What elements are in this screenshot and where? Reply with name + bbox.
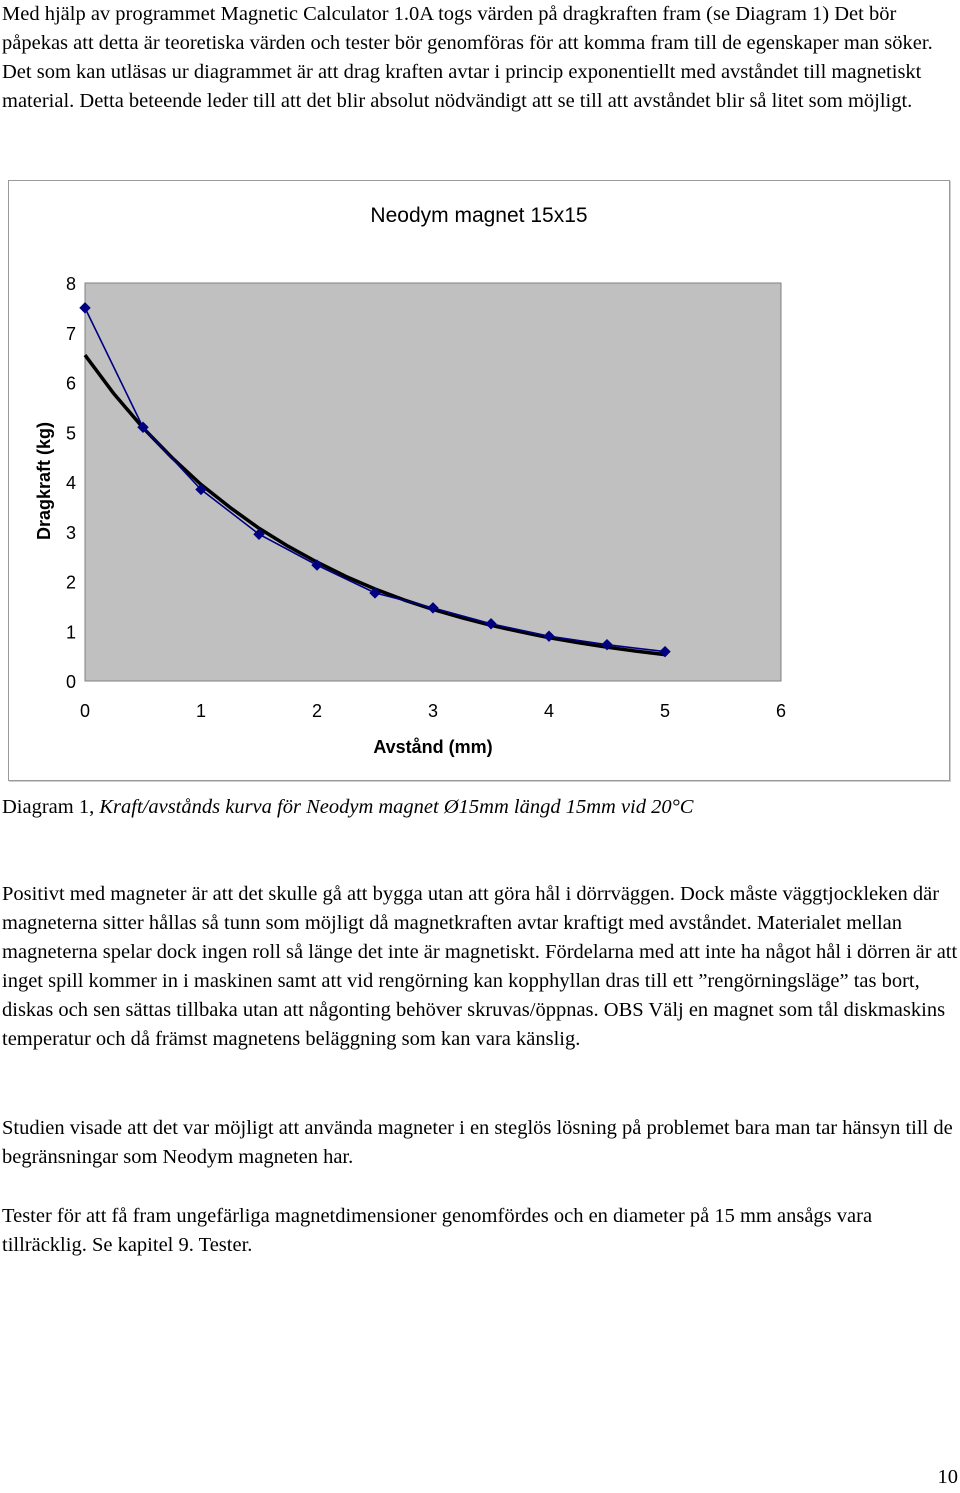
x-tick-label: 0 <box>79 701 91 721</box>
y-tick-label: 6 <box>65 373 77 394</box>
caption-label: Diagram 1, <box>2 796 100 818</box>
plot-area <box>85 283 781 681</box>
y-tick-label: 0 <box>65 672 77 692</box>
caption-text: Kraft/avstånds kurva för Neodym magnet Ø15mm längd 15mm vid 20°C <box>99 796 694 818</box>
y-tick-label: 3 <box>65 522 77 543</box>
y-tick-label: 1 <box>65 622 77 643</box>
x-tick-label: 2 <box>311 701 323 721</box>
x-axis-label: Avstånd (mm) <box>373 737 493 757</box>
intro-paragraph: Med hjälp av programmet Magnetic Calculator 1.0A togs värden på dragkraften fram (se Diagram 1) Det bör påpekas att detta är teoretiska värden och tester bör genomföras för att komma fram till de egenskaper man söker. Det som kan utläsas ur diagrammet är att drag kraften avtar i princip exponentiellt med avståndet till magnetiskt material. Detta beteende leder till att det blir absolut nödvändigt att se till att avståndet blir så litet som möjligt. <box>2 3 933 112</box>
paragraph-study-result: Studien visade att det var möjligt att använda magneter i en steglös lösning på problemet bara man tar hänsyn till de begränsningar som Neodym magneten har. <box>2 1117 953 1168</box>
x-tick-label: 3 <box>427 701 439 721</box>
force-distance-chart <box>9 181 949 780</box>
y-tick-label: 5 <box>65 423 77 444</box>
x-tick-label: 5 <box>659 701 671 721</box>
x-tick-label: 4 <box>543 701 555 721</box>
page-number: 10 <box>937 1466 958 1488</box>
paragraph-tests: Tester för att få fram ungefärliga magnetdimensioner genomfördes och en diameter på 15 mm ansågs vara tillräcklig. Se kapitel 9. Tester. <box>2 1205 873 1256</box>
y-tick-label: 7 <box>65 323 77 344</box>
paragraph-advantages: Positivt med magneter är att det skulle gå att bygga utan att göra hål i dörrväggen. Dock måste väggtjockleken där magneterna sitter hållas så tunn som möjligt då magnetkraften avtar kraftigt med avståndet. Materialet mellan magneterna spelar dock ingen roll så länge det inte är magnetiskt. Fördelarna med att inte ha något hål i dörren är att inget spill kommer in i maskinen samt att vid rengörning kan kopphyllan dras till ett ”rengörningsläge” tas bort, diskas och sen sättas tillbaka utan att någonting behöver skruvas/öppnas. OBS Välj en magnet som tål diskmaskins temperatur och då främst magnetens beläggning som kan vara känslig. <box>2 883 958 1050</box>
diagram-caption <box>2 793 693 822</box>
chart-title: Neodym magnet 15x15 <box>370 204 588 227</box>
x-tick-label: 6 <box>775 701 787 721</box>
y-axis-label: Dragkraft (kg) <box>34 421 54 541</box>
x-tick-label: 1 <box>195 701 207 721</box>
y-tick-label: 4 <box>65 473 77 493</box>
y-tick-label: 8 <box>65 274 77 294</box>
chart-frame <box>8 180 950 781</box>
y-tick-label: 2 <box>65 572 77 593</box>
